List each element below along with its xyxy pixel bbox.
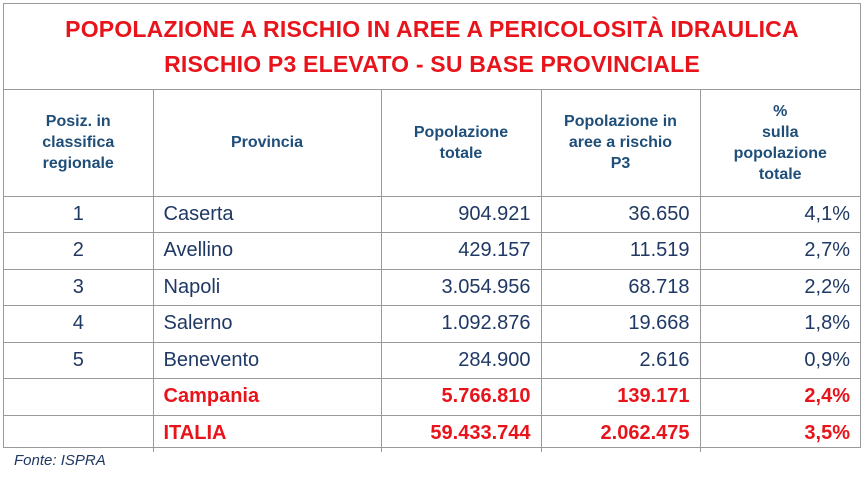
total-row-campania <box>4 379 860 416</box>
cell-position: 4 <box>4 306 153 343</box>
cell-percent: 2,2% <box>700 269 860 306</box>
cell-population: 5.766.810 <box>381 379 541 416</box>
cell-risk: 2.062.475 <box>541 415 700 452</box>
cell-population: 904.921 <box>381 196 541 233</box>
cell-population: 3.054.956 <box>381 269 541 306</box>
cell-percent: 2,7% <box>700 233 860 270</box>
cell-risk: 36.650 <box>541 196 700 233</box>
cell-population: 284.900 <box>381 342 541 379</box>
table-row <box>4 306 860 343</box>
cell-risk: 11.519 <box>541 233 700 270</box>
cell-percent: 2,4% <box>700 379 860 416</box>
header-position: Posiz. in classifica regionale <box>4 90 153 196</box>
cell-position: 5 <box>4 342 153 379</box>
cell-population: 429.157 <box>381 233 541 270</box>
cell-risk: 2.616 <box>541 342 700 379</box>
header-row <box>4 90 860 196</box>
cell-position: 3 <box>4 269 153 306</box>
cell-position: 1 <box>4 196 153 233</box>
header-risk-population: Popolazione in aree a rischio P3 <box>541 90 700 196</box>
cell-position <box>4 415 153 452</box>
cell-province: Salerno <box>153 306 381 343</box>
cell-province: Caserta <box>153 196 381 233</box>
cell-position <box>4 379 153 416</box>
cell-percent: 1,8% <box>700 306 860 343</box>
cell-province: Avellino <box>153 233 381 270</box>
total-row-italia <box>4 415 860 452</box>
cell-percent: 4,1% <box>700 196 860 233</box>
table-row <box>4 269 860 306</box>
table-row <box>4 233 860 270</box>
cell-province: Napoli <box>153 269 381 306</box>
cell-percent: 3,5% <box>700 415 860 452</box>
header-province: Provincia <box>153 90 381 196</box>
cell-percent: 0,9% <box>700 342 860 379</box>
table-title <box>4 4 860 90</box>
title-line-2: RISCHIO P3 ELEVATO - SU BASE PROVINCIALE <box>164 50 700 77</box>
table-row <box>4 196 860 233</box>
cell-province: ITALIA <box>153 415 381 452</box>
cell-position: 2 <box>4 233 153 270</box>
data-table <box>4 90 860 452</box>
table-frame <box>3 3 861 448</box>
cell-population: 1.092.876 <box>381 306 541 343</box>
header-percent: % sulla popolazione totale <box>700 90 860 196</box>
cell-province: Campania <box>153 379 381 416</box>
cell-risk: 68.718 <box>541 269 700 306</box>
title-line-1: POPOLAZIONE A RISCHIO IN AREE A PERICOLOSITÀ IDRAULICA <box>65 15 799 42</box>
header-population: Popolazione totale <box>381 90 541 196</box>
cell-risk: 139.171 <box>541 379 700 416</box>
cell-population: 59.433.744 <box>381 415 541 452</box>
table-row <box>4 342 860 379</box>
cell-risk: 19.668 <box>541 306 700 343</box>
cell-province: Benevento <box>153 342 381 379</box>
source-note: Fonte: ISPRA <box>14 452 106 469</box>
